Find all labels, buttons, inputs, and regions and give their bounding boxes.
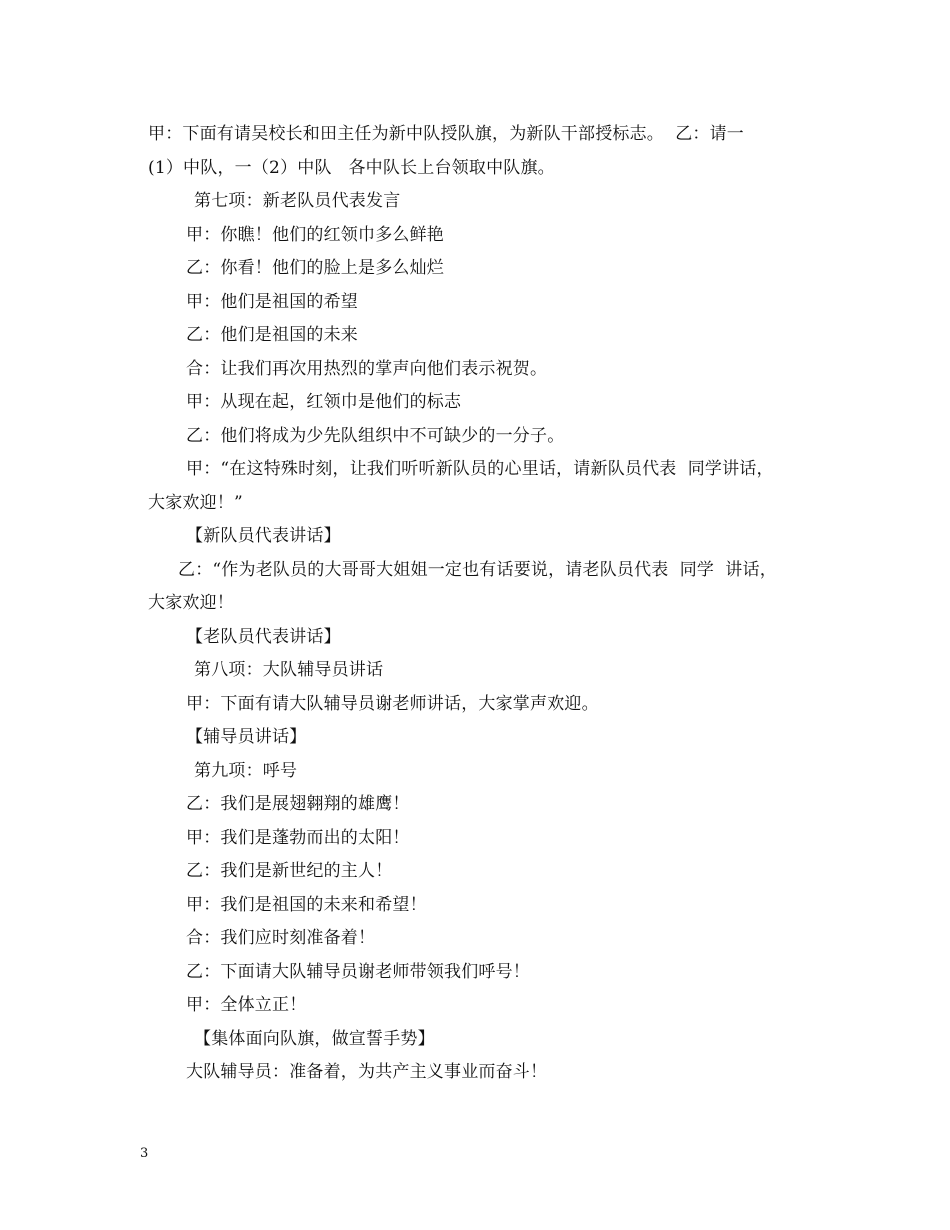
text-line: 【集体面向队旗，做宣誓手势】: [194, 1028, 435, 1049]
document-body: [148, 118, 808, 1090]
text-line: 乙：下面请大队辅导员谢老师带领我们呼号！: [186, 961, 530, 982]
page-number: 3: [140, 1146, 149, 1161]
text-line: 大家欢迎！”: [148, 492, 243, 513]
text-line: 【辅导员讲话】: [186, 727, 307, 747]
text-line: 乙：你看！他们的脸上是多么灿烂: [186, 258, 444, 278]
text-line: 【老队员代表讲话】: [186, 626, 341, 647]
text-line: 甲：我们是祖国的未来和希望！: [186, 894, 427, 915]
text-line: 乙：我们是新世纪的主人！: [186, 861, 393, 881]
text-line: 第七项：新老队员代表发言: [194, 191, 401, 211]
text-line: 乙：他们是祖国的未来: [186, 325, 358, 345]
text-line: 乙：“作为老队员的大哥哥大姐姐一定也有话要说，请老队员代表 同学 讲话，: [178, 559, 777, 580]
text-line: 第九项：呼号: [194, 760, 298, 781]
text-line: 合：我们应时刻准备着！: [186, 928, 376, 948]
text-line: 大家欢迎！: [148, 593, 234, 613]
text-line: 甲：下面有请吴校长和田主任为新中队授队旗，为新队干部授标志。 乙：请一: [148, 124, 745, 144]
text-line: 甲：全体立正！: [186, 995, 307, 1015]
text-line: 甲：他们是祖国的希望: [186, 291, 358, 312]
text-line: 甲：你瞧！他们的红领巾多么鲜艳: [186, 224, 444, 245]
text-line: 乙：我们是展翅翱翔的雄鹰！: [186, 794, 410, 814]
text-line: 【新队员代表讲话】: [186, 526, 341, 546]
text-line: 甲：我们是蓬勃而出的太阳！: [186, 827, 410, 848]
text-line: 合：让我们再次用热烈的掌声向他们表示祝贺。: [186, 358, 548, 379]
text-line: 大队辅导员：准备着，为共产主义事业而奋斗！: [186, 1062, 548, 1082]
text-line: 甲：“在这特殊时刻，让我们听听新队员的心里话，请新队员代表 同学讲话，: [186, 459, 774, 479]
text-line: 甲：下面有请大队辅导员谢老师讲话，大家掌声欢迎。: [186, 693, 599, 714]
text-line: 甲：从现在起，红领巾是他们的标志: [186, 392, 462, 412]
text-line: 第八项：大队辅导员讲话: [194, 660, 384, 680]
text-line: (1）中队，一（2）中队 各中队长上台领取中队旗。: [148, 157, 555, 178]
text-line: 乙：他们将成为少先队组织中不可缺少的一分子。: [186, 425, 565, 446]
